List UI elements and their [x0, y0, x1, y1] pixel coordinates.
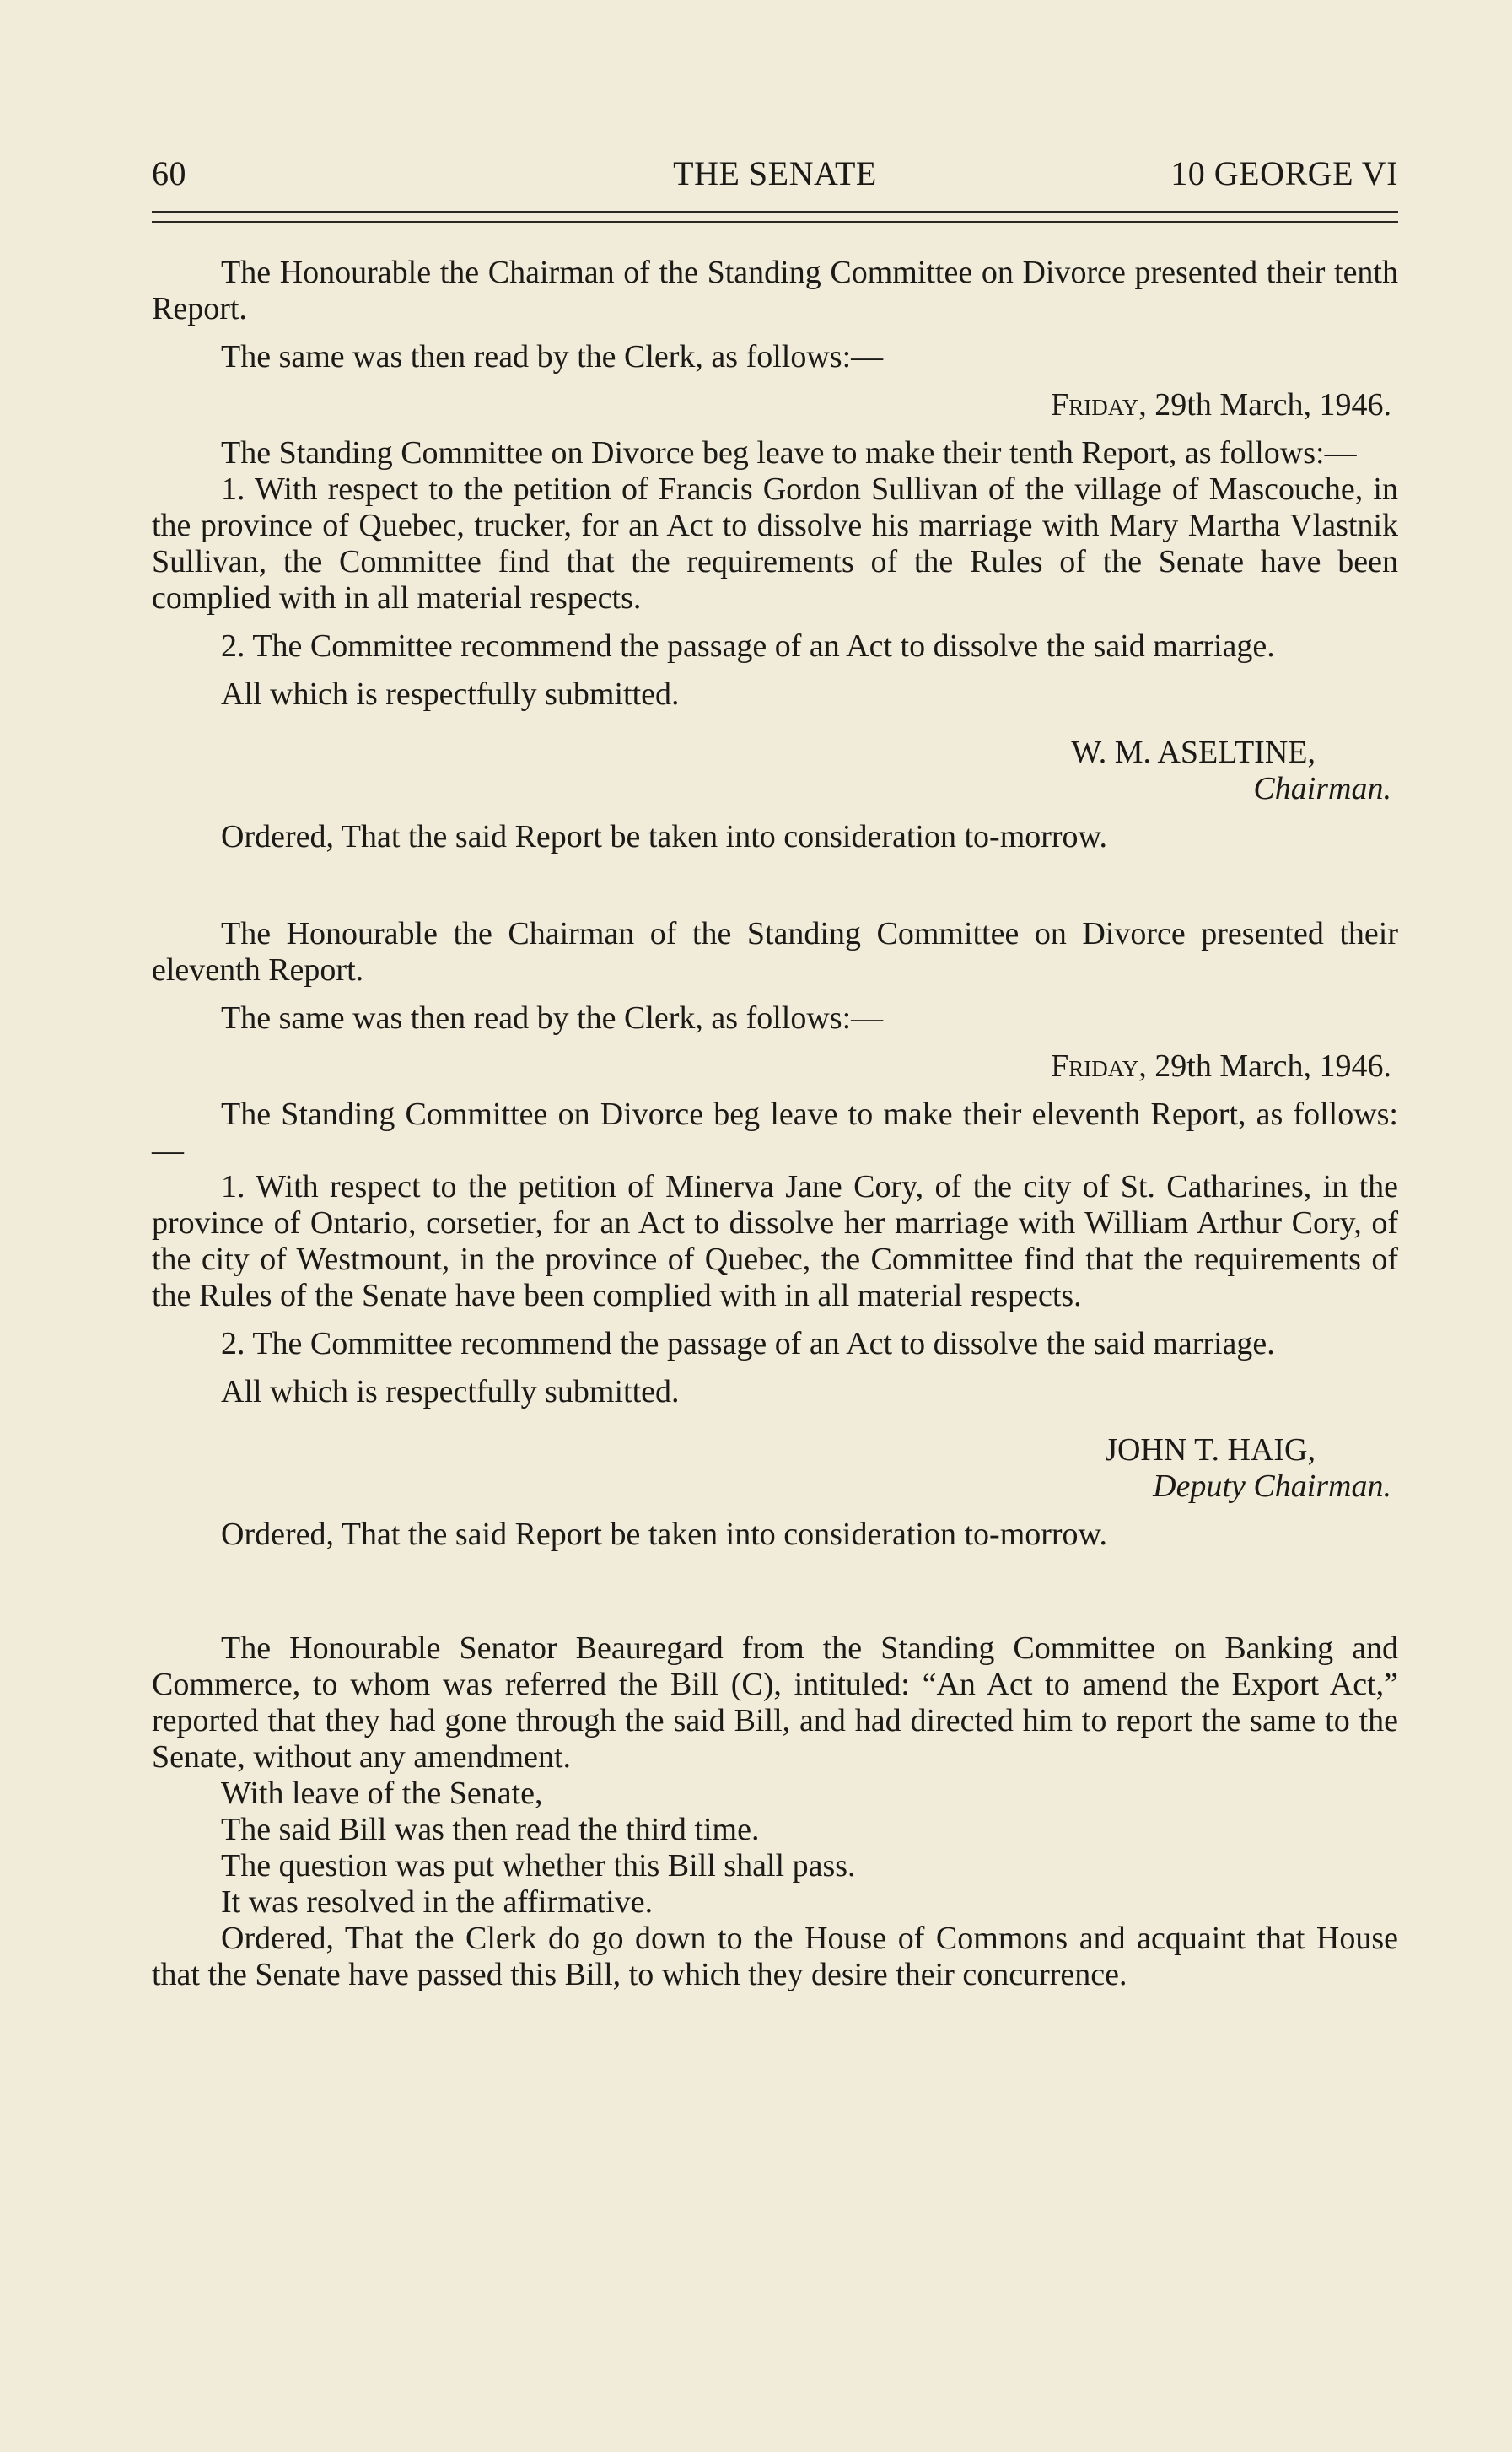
signatory-name: W. M. ASELTINE, — [1071, 735, 1316, 770]
signatory-role: Chairman. — [1253, 771, 1391, 806]
tenth-report-section — [152, 255, 1398, 855]
regnal-year: 10 GEORGE VI — [1170, 154, 1398, 192]
journal-page — [152, 142, 1398, 1993]
bill-reported-paragraph: The Honourable Senator Beauregard from the Standing Committee on Banking and Commerce, to whom was referred the Bill (C), intituled: “An Act to amend the Export Act,” reported that they had gone through the said Bill, and had directed him to report the same to the Senate, without any amendment. — [152, 1630, 1398, 1775]
bill-c-section — [152, 1630, 1398, 1993]
report-item-1: 1. With respect to the petition of Minerva Jane Cory, of the city of St. Catharines, in the province of Ontario, corsetier, for an Act to dissolve her marriage with William Arthur Cory, of the city of Westmount, in the province of Quebec, the Committee find that the requirements of the Rules of the Senate have been complied with in all material respects. — [152, 1169, 1398, 1313]
dateline-day: Friday, — [1051, 387, 1147, 423]
bill-question: The question was put whether this Bill shall pass. — [221, 1848, 856, 1883]
dateline-date: 29th March, 1946. — [1146, 1048, 1391, 1084]
report-item-2: 2. The Committee recommend the passage of an Act to dissolve the said marriage. — [221, 628, 1275, 664]
report-intro: The Honourable the Chairman of the Standing Committee on Divorce presented their tenth Report. — [152, 255, 1398, 326]
report-item-2: 2. The Committee recommend the passage of an Act to dissolve the said marriage. — [221, 1326, 1275, 1361]
respectfully-submitted: All which is respectfully submitted. — [221, 1374, 680, 1409]
page-title: THE SENATE — [673, 154, 877, 192]
beg-leave-paragraph: The Standing Committee on Divorce beg leave to make their eleventh Report, as follows:— — [152, 1097, 1398, 1168]
signatory-name: JOHN T. HAIG, — [1105, 1432, 1316, 1468]
report-item-1: 1. With respect to the petition of Francis Gordon Sullivan of the village of Mascouche, in the province of Quebec, trucker, for an Act to dissolve his marriage with Mary Martha Vlastnik Sullivan, the Committee find that the requirements of the Rules of the Senate have been complied with in all material respects. — [152, 472, 1398, 616]
eleventh-report-section — [152, 916, 1398, 1553]
ordered-consideration: Ordered, That the said Report be taken into consideration to-morrow. — [221, 1517, 1108, 1552]
report-intro: The Honourable the Chairman of the Standing Committee on Divorce presented their eleventh Report. — [152, 916, 1398, 988]
read-by-clerk: The same was then read by the Clerk, as follows:— — [221, 1000, 884, 1036]
bill-ordered-commons: Ordered, That the Clerk do go down to the House of Commons and acquaint that House that the Senate have passed this Bill, to which they desire their concurrence. — [152, 1921, 1398, 1992]
page-number: 60 — [152, 154, 186, 192]
bill-third-reading: The said Bill was then read the third time. — [221, 1812, 760, 1847]
dateline-date: 29th March, 1946. — [1146, 387, 1391, 423]
bill-resolved: It was resolved in the affirmative. — [221, 1884, 654, 1920]
section-spacer — [152, 1553, 1398, 1630]
beg-leave-paragraph: The Standing Committee on Divorce beg leave to make their tenth Report, as follows:— — [221, 435, 1357, 471]
report-dateline — [152, 1048, 1398, 1085]
signatory-role: Deputy Chairman. — [1153, 1469, 1391, 1504]
ordered-consideration: Ordered, That the said Report be taken into consideration to-morrow. — [221, 819, 1108, 854]
page-body — [152, 255, 1398, 1993]
bill-leave: With leave of the Senate, — [221, 1776, 543, 1811]
running-head — [152, 142, 1398, 192]
respectfully-submitted: All which is respectfully submitted. — [221, 676, 680, 712]
dateline-day: Friday, — [1051, 1048, 1147, 1084]
section-spacer — [152, 855, 1398, 916]
read-by-clerk: The same was then read by the Clerk, as follows:— — [221, 339, 884, 375]
report-dateline — [152, 387, 1398, 423]
header-double-rule — [152, 211, 1398, 223]
